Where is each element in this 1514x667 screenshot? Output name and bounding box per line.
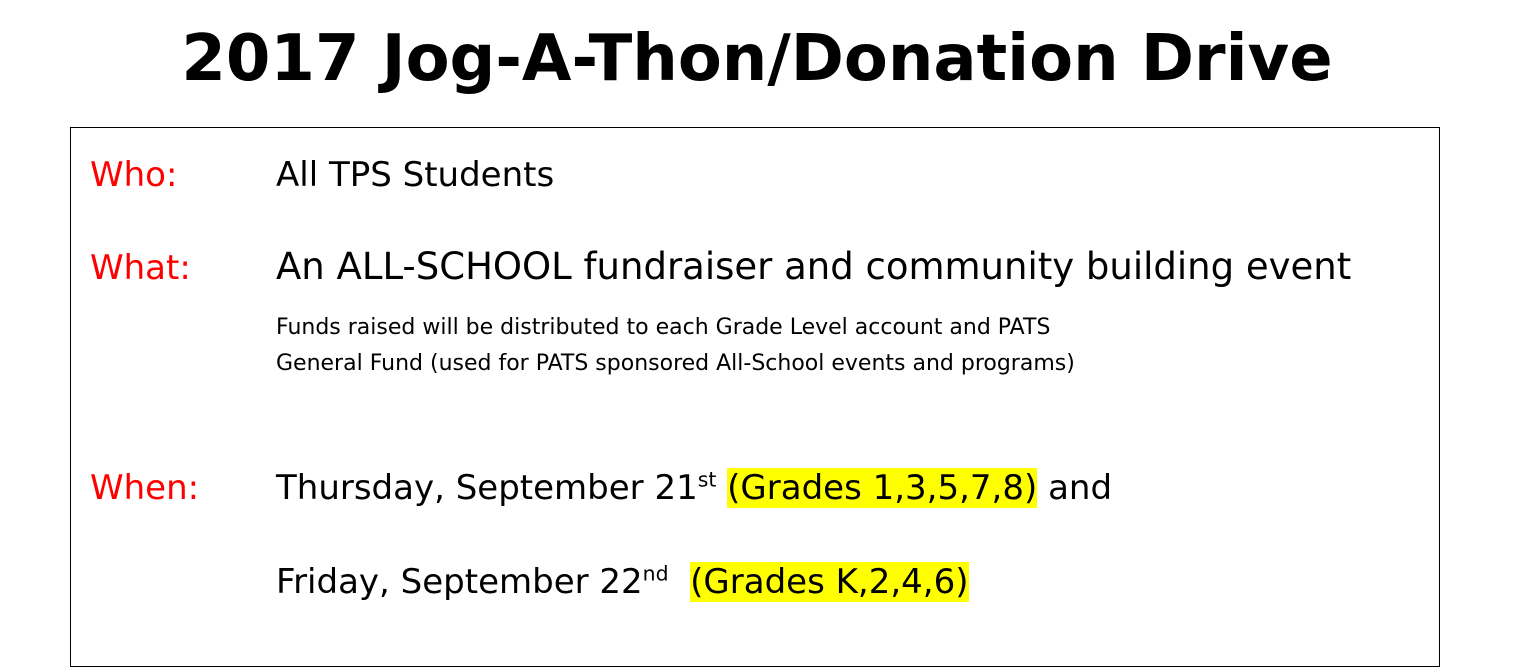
when-label: When: bbox=[90, 468, 200, 508]
when-line1 bbox=[276, 468, 1112, 508]
when-line1-suffix: st bbox=[697, 467, 717, 492]
when-line1-date: Thursday, September 21 bbox=[276, 468, 698, 508]
when-line2 bbox=[276, 562, 969, 602]
when-line2-suffix: nd bbox=[642, 561, 669, 586]
who-value: All TPS Students bbox=[276, 155, 555, 195]
what-label: What: bbox=[90, 248, 191, 288]
when-line2-grades: (Grades K,2,4,6) bbox=[690, 562, 969, 602]
page-title: 2017 Jog-A-Thon/Donation Drive bbox=[181, 22, 1333, 96]
when-line1-after: and bbox=[1037, 468, 1113, 508]
what-value: An ALL-SCHOOL fundraiser and community building event bbox=[276, 245, 1352, 288]
when-line1-grades: (Grades 1,3,5,7,8) bbox=[727, 468, 1038, 508]
what-note-line1: Funds raised will be distributed to each Grade Level account and PATS bbox=[276, 315, 1051, 340]
when-line2-date: Friday, September 22 bbox=[276, 562, 643, 602]
what-note-line2: General Fund (used for PATS sponsored All-School events and programs) bbox=[276, 351, 1075, 376]
who-label: Who: bbox=[90, 155, 178, 195]
